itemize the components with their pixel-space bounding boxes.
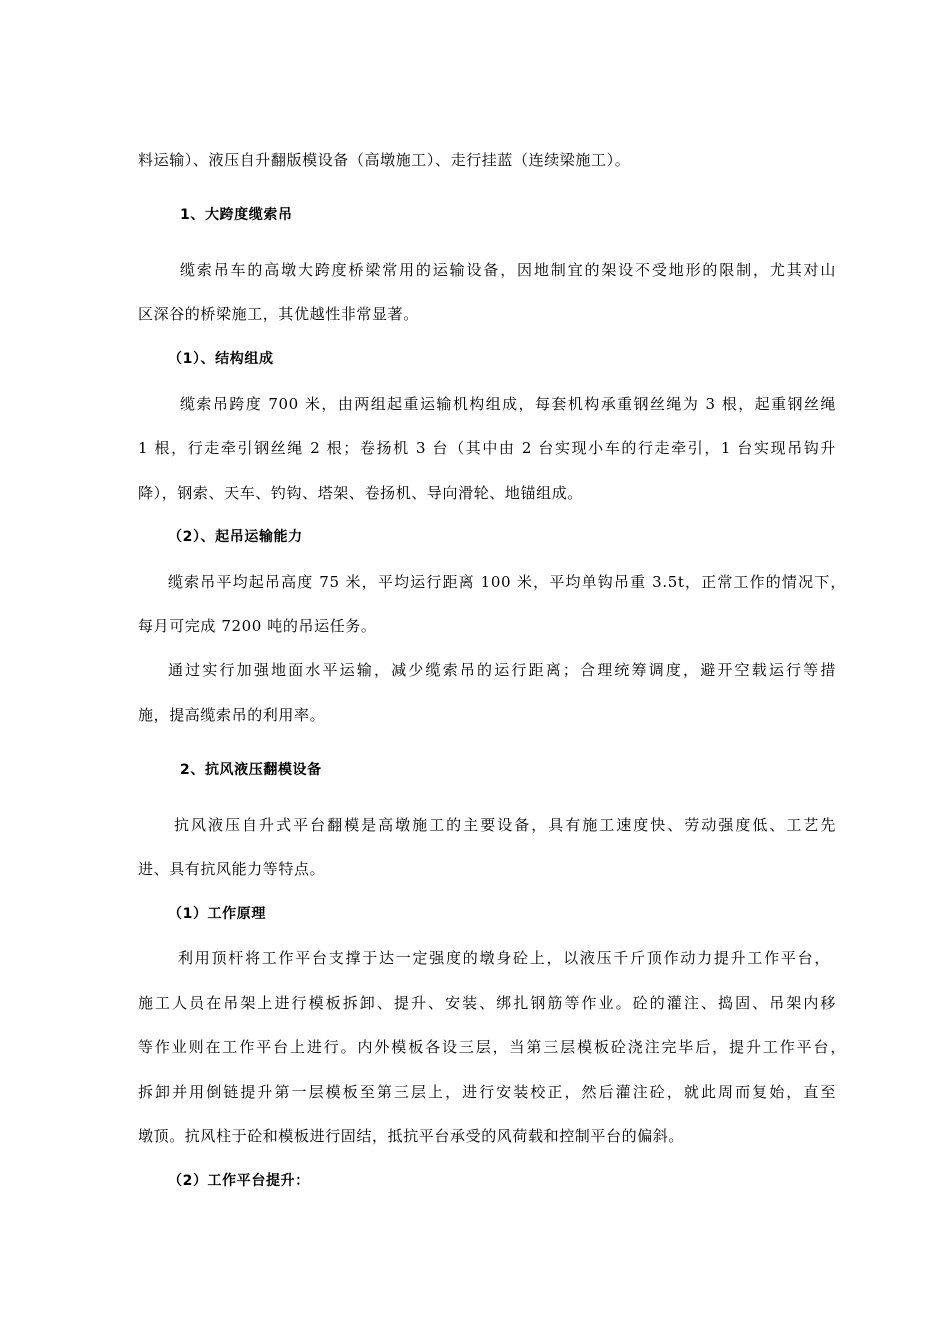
paragraph-continuation: 料运输）、液压自升翻版模设备（高墩施工）、走行挂蓝（连续梁施工）。 [138, 151, 631, 169]
section-heading-1: 1、大跨度缆索吊 [180, 207, 293, 223]
paragraph-4-line-2: 施，提高缆索吊的利用率。 [138, 706, 326, 724]
paragraph-3-line-1: 缆索吊平均起吊高度 75 米，平均运行距离 100 米，平均单钩吊重 3.5t，正常工作的情况下， [168, 573, 846, 591]
paragraph-4-line-1: 通过实行加强地面水平运输，减少缆索吊的运行距离；合理统筹调度，避开空载运行等措 [168, 661, 836, 679]
paragraph-2-line-3: 降），钢索、天车、钓钩、塔架、卷扬机、导向滑轮、地锚组成。 [138, 484, 583, 502]
paragraph-5-line-2: 进、具有抗风能力等特点。 [138, 860, 326, 878]
paragraph-6-line-1: 利用顶杆将工作平台支撑于达一定强度的墩身砼上，以液压千斤顶作动力提升工作平台， [178, 949, 830, 967]
paragraph-5-line-1: 抗风液压自升式平台翻模是高墩施工的主要设备，具有施工速度快、劳动强度低、工艺先 [174, 816, 836, 834]
subsection-heading-1-1: （1）、结构组成 [168, 351, 274, 367]
paragraph-2-line-2: 1 根，行走牵引钢丝绳 2 根；卷扬机 3 台（其中由 2 台实现小车的行走牵引，1 台实现吊钩升 [138, 439, 836, 457]
subsection-heading-2-2: （2）工作平台提升： [168, 1173, 310, 1189]
paragraph-6-line-4: 拆卸并用倒链提升第一层模板至第三层上，进行安装校正，然后灌注砼，就此周而复始，直至 [138, 1083, 836, 1101]
subsection-heading-1-2: （2）、起吊运输能力 [168, 529, 303, 545]
paragraph-6-line-2: 施工人员在吊架上进行模板拆卸、提升、安装、绑扎钢筋等作业。砼的灌注、捣固、吊架内移 [138, 994, 836, 1012]
paragraph-1-line-1: 缆索吊车的高墩大跨度桥梁常用的运输设备，因地制宜的架设不受地形的限制，尤其对山 [180, 261, 836, 279]
paragraph-6-line-3: 等作业则在工作平台上进行。内外模板各设三层，当第三层模板砼浇注完毕后，提升工作平台， [138, 1038, 846, 1056]
section-heading-2: 2、抗风液压翻模设备 [180, 762, 322, 778]
subsection-heading-2-1: （1）工作原理 [168, 906, 266, 922]
paragraph-1-line-2: 区深谷的桥梁施工，其优越性非常显著。 [138, 305, 419, 323]
paragraph-3-line-2: 每月可完成 7200 吨的吊运任务。 [138, 617, 377, 635]
paragraph-6-line-5: 墩顶。抗风柱于砼和模板进行固结，抵抗平台承受的风荷载和控制平台的偏斜。 [138, 1127, 685, 1145]
paragraph-2-line-1: 缆索吊跨度 700 米，由两组起重运输机构组成，每套机构承重钢丝绳为 3 根，起重钢丝绳 [180, 395, 836, 413]
